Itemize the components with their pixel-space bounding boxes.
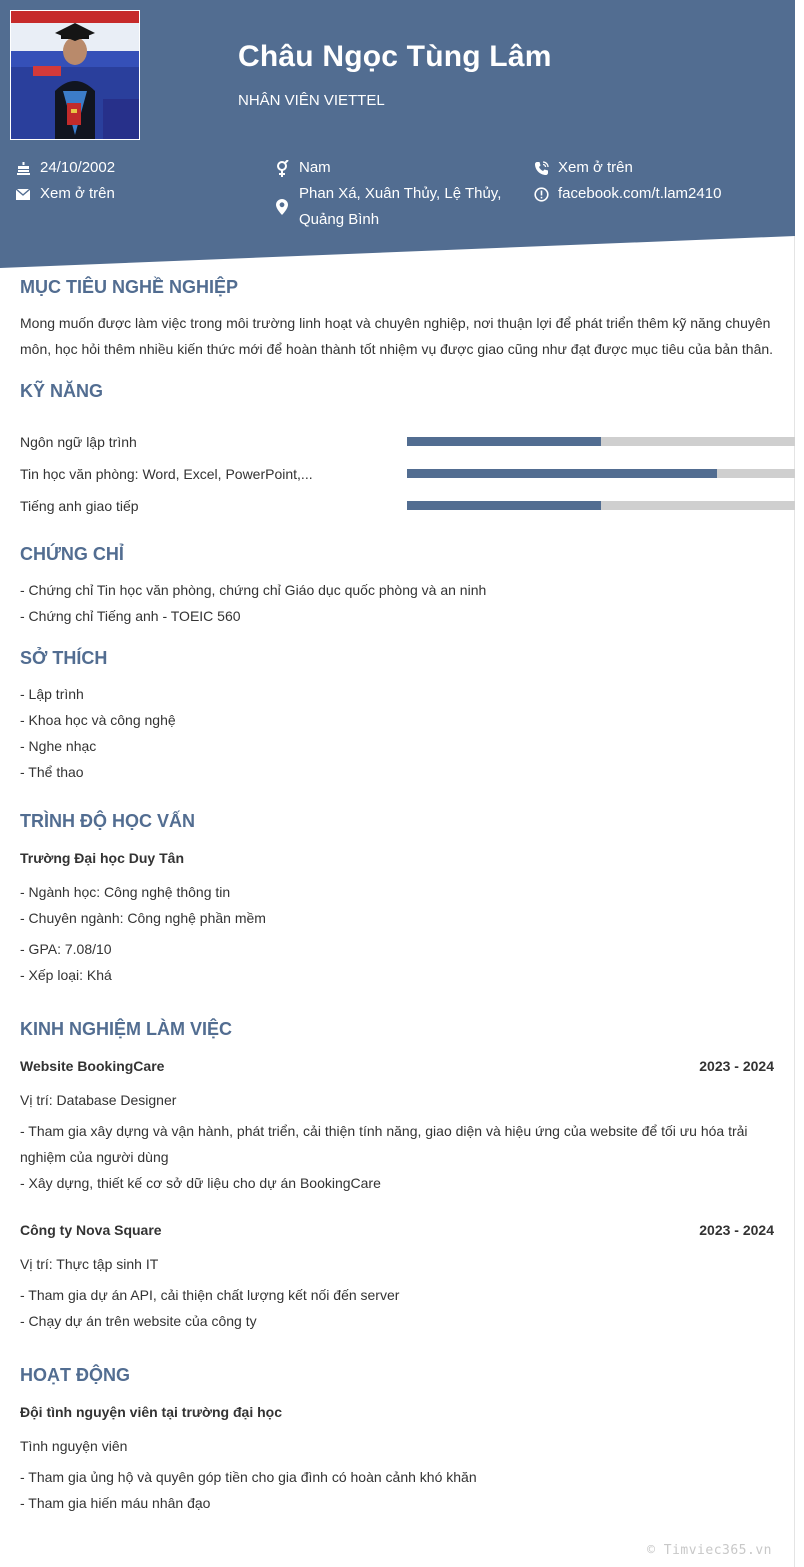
- education-item: - GPA: 7.08/10: [20, 941, 112, 957]
- objective-line1: Mong muốn được làm việc trong môi trường linh hoạt và chuyên nghiệp, nơi thuận lợi để phát triển thêm kỹ năng chuyên: [20, 315, 771, 331]
- job-duty: - Xây dựng, thiết kế cơ sở dữ liệu cho dự án BookingCare: [20, 1175, 381, 1191]
- address-line1: Phan Xá, Xuân Thủy, Lệ Thủy,: [299, 185, 502, 202]
- skill-bar: [407, 501, 795, 510]
- cv-header: [0, 0, 795, 268]
- job-duty: - Tham gia dự án API, cải thiện chất lượng kết nối đến server: [20, 1287, 400, 1303]
- watermark: © Timviec365.vn: [647, 1543, 772, 1558]
- skill-level-fill: [407, 437, 601, 446]
- certificates-title: CHỨNG CHỈ: [20, 544, 124, 564]
- job-period: 2023 - 2024: [699, 1058, 774, 1074]
- skill-name: Tin học văn phòng: Word, Excel, PowerPoint,...: [20, 466, 313, 482]
- gender-text: Nam: [299, 159, 331, 176]
- activity-org: Đội tình nguyện viên tại trường đại học: [20, 1404, 282, 1420]
- hobby-item: - Khoa học và công nghệ: [20, 712, 176, 728]
- skill-bar: [407, 469, 795, 478]
- job-company: Công ty Nova Square: [20, 1222, 162, 1238]
- email-row: [15, 181, 115, 207]
- activity-item: - Tham gia ủng hộ và quyên góp tiền cho gia đình có hoàn cảnh khó khăn: [20, 1469, 477, 1485]
- birthday-row: [15, 155, 115, 181]
- hobby-item: - Lập trình: [20, 686, 84, 702]
- skill-level-fill: [407, 501, 601, 510]
- address-line2: Quảng Bình: [299, 211, 380, 228]
- birthday-text: 24/10/2002: [40, 159, 116, 176]
- hobby-item: - Thể thao: [20, 764, 84, 780]
- profile-photo: [10, 10, 140, 140]
- experience-title: KINH NGHIỆM LÀM VIỆC: [20, 1019, 233, 1039]
- certificate-item: - Chứng chỉ Tiếng anh - TOEIC 560: [20, 608, 241, 624]
- skill-name: Ngôn ngữ lập trình: [20, 434, 137, 450]
- skill-bar: [407, 437, 795, 446]
- certificate-item: - Chứng chỉ Tin học văn phòng, chứng chỉ Giáo dục quốc phòng và an ninh: [20, 582, 487, 598]
- skill-level-fill: [407, 469, 717, 478]
- education-title: TRÌNH ĐỘ HỌC VẤN: [20, 811, 195, 831]
- job-duty: - Chạy dự án trên website của công ty: [20, 1313, 257, 1329]
- cake-icon: [15, 155, 31, 181]
- job-company: Website BookingCare: [20, 1058, 165, 1074]
- activity-role: Tình nguyện viên: [20, 1438, 128, 1454]
- activities-title: HOẠT ĐỘNG: [20, 1365, 130, 1385]
- job-title: NHÂN VIÊN VIETTEL: [238, 92, 385, 109]
- job-position: Vị trí: Database Designer: [20, 1092, 177, 1108]
- skills-title: KỸ NĂNG: [20, 381, 104, 401]
- job-duty: - Tham gia xây dựng và vận hành, phát triển, cải thiện tính năng, giao diện và hiệu ứng của website để tối ưu hóa trải: [20, 1123, 748, 1139]
- school-name: Trường Đại học Duy Tân: [20, 850, 184, 866]
- objective-title: MỤC TIÊU NGHỀ NGHIỆP: [20, 277, 239, 297]
- candidate-name: Châu Ngọc Tùng Lâm: [238, 40, 552, 73]
- gender-row: [274, 155, 331, 181]
- phone-text[interactable]: Xem ở trên: [558, 159, 633, 176]
- website-row: [533, 181, 721, 207]
- objective-line2: môn, học hỏi thêm nhiều kiến thức mới để hoàn thành tốt nhiệm vụ được giao cũng như đạt được mục tiêu của bản thân.: [20, 341, 774, 357]
- gender-icon: [274, 155, 290, 181]
- phone-row: [533, 155, 633, 181]
- job-duty: nghiệm của người dùng: [20, 1149, 169, 1165]
- email-text[interactable]: Xem ở trên: [40, 185, 115, 202]
- phone-icon: [533, 155, 549, 181]
- skill-name: Tiếng anh giao tiếp: [20, 498, 139, 514]
- job-position: Vị trí: Thực tập sinh IT: [20, 1256, 159, 1272]
- location-icon: [274, 194, 290, 220]
- job-period: 2023 - 2024: [699, 1222, 774, 1238]
- education-item: - Ngành học: Công nghệ thông tin: [20, 884, 231, 900]
- address-row: [274, 181, 501, 233]
- hobbies-title: SỞ THÍCH: [20, 648, 108, 668]
- education-item: - Chuyên ngành: Công nghệ phần mềm: [20, 910, 266, 926]
- email-icon: [15, 181, 31, 207]
- activity-item: - Tham gia hiến máu nhân đạo: [20, 1495, 211, 1511]
- info-icon: [533, 181, 549, 207]
- hobby-item: - Nghe nhạc: [20, 738, 97, 754]
- website-link[interactable]: facebook.com/t.lam2410: [558, 185, 722, 202]
- education-item: - Xếp loại: Khá: [20, 967, 112, 983]
